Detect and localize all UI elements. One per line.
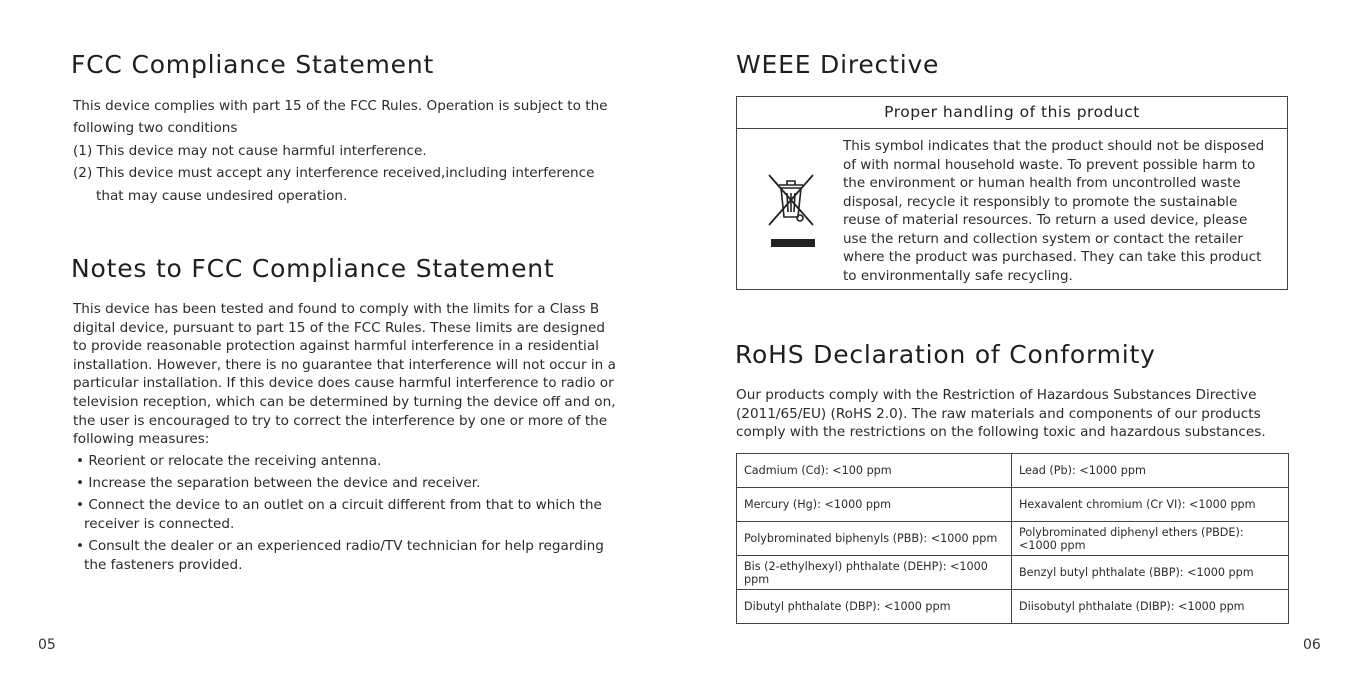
notes-line: to provide reasonable protection against harmful interference in a residential <box>73 338 599 355</box>
fcc-line: This device complies with part 15 of the FCC Rules. Operation is subject to the <box>73 98 608 114</box>
table-row <box>737 454 1289 488</box>
fcc-line: that may cause undesired operation. <box>96 187 348 204</box>
weee-line: This symbol indicates that the product should not be disposed <box>843 138 1265 154</box>
bullet-item <box>76 474 480 493</box>
page-number: 05 <box>38 637 56 653</box>
bullet-text: • Consult the dealer or an experienced radio/TV technician for help regarding <box>76 538 604 554</box>
rohs-substance-table <box>736 453 1289 624</box>
bullet-text: the fasteners provided. <box>84 556 243 573</box>
table-cell: Dibutyl phthalate (DBP): <1000 ppm <box>737 590 1012 624</box>
fcc-line: (1) This device may not cause harmful interference. <box>73 142 427 159</box>
fcc-line: following two conditions <box>73 120 238 137</box>
table-cell: Lead (Pb): <1000 ppm <box>1012 454 1289 488</box>
notes-line: This device has been tested and found to comply with the limits for a Class B <box>73 301 600 317</box>
weee-text <box>843 137 1264 285</box>
weee-title: WEEE Directive <box>736 50 940 79</box>
notes-body <box>73 300 616 449</box>
weee-box-header: Proper handling of this product <box>737 97 1287 129</box>
table-cell: Mercury (Hg): <1000 ppm <box>737 488 1012 522</box>
bullet-item <box>76 452 381 471</box>
weee-line: the environment or human health from uncontrolled waste <box>843 175 1241 191</box>
fcc-body <box>73 95 608 207</box>
page-number: 06 <box>1303 637 1321 653</box>
table-cell: Bis (2-ethylhexyl) phthalate (DEHP): <1000 ppm <box>737 556 1012 590</box>
crossed-out-wheelie-bin-icon <box>763 171 819 251</box>
rohs-line: comply with the restrictions on the following toxic and hazardous substances. <box>736 424 1266 441</box>
rohs-body <box>736 386 1266 442</box>
notes-line: digital device, pursuant to part 15 of the FCC Rules. These limits are designed <box>73 319 606 336</box>
rohs-title: RoHS Declaration of Conformity <box>735 340 1156 369</box>
weee-line: to environmentally safe recycling. <box>843 267 1073 284</box>
weee-line: disposal, recycle it responsibly to promote the sustainable <box>843 193 1238 210</box>
table-row <box>737 590 1289 624</box>
bullet-text: • Connect the device to an outlet on a circuit different from that to which the <box>76 497 602 513</box>
fcc-title: FCC Compliance Statement <box>71 50 435 79</box>
table-cell: Hexavalent chromium (Cr VI): <1000 ppm <box>1012 488 1289 522</box>
rohs-line: Our products comply with the Restriction of Hazardous Substances Directive <box>736 387 1257 403</box>
table-row <box>737 488 1289 522</box>
notes-title: Notes to FCC Compliance Statement <box>71 254 555 283</box>
weee-line: use the return and collection system or contact the retailer <box>843 230 1243 247</box>
bullet-text: receiver is connected. <box>84 515 235 532</box>
bullet-item <box>76 496 602 533</box>
notes-line: the user is encouraged to try to correct the interference by one or more of the <box>73 412 608 429</box>
right-page <box>680 0 1360 680</box>
table-row <box>737 522 1289 556</box>
table-cell: Cadmium (Cd): <100 ppm <box>737 454 1012 488</box>
notes-line: particular installation. If this device does cause harmful interference to radio or <box>73 375 614 392</box>
weee-line: of with normal household waste. To prevent possible harm to <box>843 156 1256 173</box>
table-cell: Polybrominated diphenyl ethers (PBDE): <1000 ppm <box>1012 522 1289 556</box>
weee-line: reuse of material resources. To return a used device, please <box>843 212 1248 228</box>
rohs-line: (2011/65/EU) (RoHS 2.0). The raw materials and components of our products <box>736 405 1261 422</box>
table-cell: Diisobutyl phthalate (DIBP): <1000 ppm <box>1012 590 1289 624</box>
table-cell: Benzyl butyl phthalate (BBP): <1000 ppm <box>1012 556 1289 590</box>
bullet-text: • Reorient or relocate the receiving antenna. <box>76 453 382 469</box>
bullet-text: • Increase the separation between the device and receiver. <box>76 475 481 491</box>
table-row <box>737 556 1289 590</box>
notes-line: television reception, which can be determined by turning the device off and on, <box>73 393 616 410</box>
notes-line: following measures: <box>73 431 210 448</box>
table-cell: Polybrominated biphenyls (PBB): <1000 ppm <box>737 522 1012 556</box>
fcc-line: (2) This device must accept any interference received,including interference <box>73 165 595 182</box>
weee-line: where the product was purchased. They can take this product <box>843 249 1262 265</box>
weee-box <box>736 96 1288 290</box>
bullet-item <box>76 537 604 574</box>
notes-line: installation. However, there is no guarantee that interference will not occur in a <box>73 356 616 373</box>
